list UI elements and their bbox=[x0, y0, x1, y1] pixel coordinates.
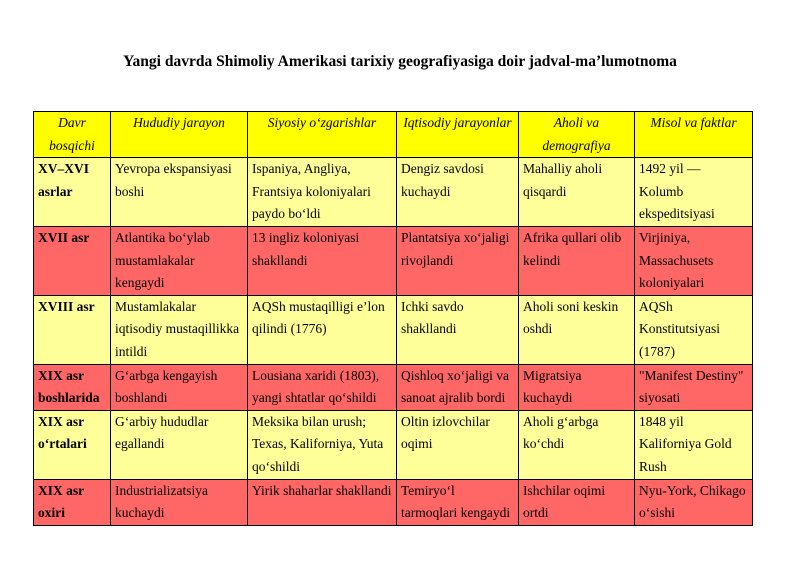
header-cell: Siyosiy o‘zgarishlar bbox=[248, 112, 397, 158]
header-cell: Davr bosqichi bbox=[34, 112, 111, 158]
table-cell: 1492 yil — Kolumb ekspeditsiyasi bbox=[635, 158, 753, 227]
table-cell: Migratsiya kuchaydi bbox=[519, 364, 635, 410]
table-cell: AQSh mustaqilligi e’lon qilindi (1776) bbox=[248, 295, 397, 364]
table-cell: Virjiniya, Massachusets koloniyalari bbox=[635, 226, 753, 295]
table-cell: G‘arbiy hududlar egallandi bbox=[111, 410, 248, 479]
period-cell: XVII asr bbox=[34, 226, 111, 295]
table-cell: Atlantika bo‘ylab mustamlakalar kengaydi bbox=[111, 226, 248, 295]
table-cell: Aholi soni keskin oshdi bbox=[519, 295, 635, 364]
header-cell: Iqtisodiy jarayonlar bbox=[397, 112, 519, 158]
table-cell: Meksika bilan urush; Texas, Kaliforniya, Yuta qo‘shildi bbox=[248, 410, 397, 479]
table-cell: Afrika qullari olib kelindi bbox=[519, 226, 635, 295]
table-row bbox=[34, 364, 753, 410]
table-cell: Dengiz savdosi kuchaydi bbox=[397, 158, 519, 227]
period-cell: XV–XVI asrlar bbox=[34, 158, 111, 227]
table-cell: 13 ingliz koloniyasi shakllandi bbox=[248, 226, 397, 295]
history-table bbox=[33, 111, 753, 526]
table-row bbox=[34, 158, 753, 227]
header-cell: Hududiy jarayon bbox=[111, 112, 248, 158]
table-cell: Industrializatsiya kuchaydi bbox=[111, 479, 248, 525]
table-cell: Plantatsiya xo‘jaligi rivojlandi bbox=[397, 226, 519, 295]
table-cell: Qishloq xo‘jaligi va sanoat ajralib bordi bbox=[397, 364, 519, 410]
table-cell: "Manifest Destiny" siyosati bbox=[635, 364, 753, 410]
table-cell: Ispaniya, Angliya, Frantsiya koloniyalari paydo bo‘ldi bbox=[248, 158, 397, 227]
table-cell: Ishchilar oqimi ortdi bbox=[519, 479, 635, 525]
period-cell: XIX asr oxiri bbox=[34, 479, 111, 525]
table-cell: Nyu-York, Chikago o‘sishi bbox=[635, 479, 753, 525]
table-cell: AQSh Konstitutsiyasi (1787) bbox=[635, 295, 753, 364]
period-cell: XIX asr boshlarida bbox=[34, 364, 111, 410]
table-cell: Lousiana xaridi (1803), yangi shtatlar qo‘shildi bbox=[248, 364, 397, 410]
header-cell: Misol va faktlar bbox=[635, 112, 753, 158]
table-cell: Mustamlakalar iqtisodiy mustaqillikka intildi bbox=[111, 295, 248, 364]
table-cell: Mahalliy aholi qisqardi bbox=[519, 158, 635, 227]
table-cell: G‘arbga kengayish boshlandi bbox=[111, 364, 248, 410]
table-row bbox=[34, 410, 753, 479]
period-cell: XIX asr o‘rtalari bbox=[34, 410, 111, 479]
table-header-row bbox=[34, 112, 753, 158]
table-cell: Ichki savdo shakllandi bbox=[397, 295, 519, 364]
table-cell: Aholi g‘arbga ko‘chdi bbox=[519, 410, 635, 479]
table-row bbox=[34, 479, 753, 525]
header-cell: Aholi va demografiya bbox=[519, 112, 635, 158]
table-row bbox=[34, 295, 753, 364]
page-title: Yangi davrda Shimoliy Amerikasi tarixiy geografiyasiga doir jadval-ma’lumotnoma bbox=[123, 53, 677, 70]
table-cell: Yevropa ekspansiyasi boshi bbox=[111, 158, 248, 227]
table-cell: Yirik shaharlar shakllandi bbox=[248, 479, 397, 525]
period-cell: XVIII asr bbox=[34, 295, 111, 364]
table-cell: Temiryo‘l tarmoqlari kengaydi bbox=[397, 479, 519, 525]
table-cell: Oltin izlovchilar oqimi bbox=[397, 410, 519, 479]
table-cell: 1848 yil Kaliforniya Gold Rush bbox=[635, 410, 753, 479]
table-row bbox=[34, 226, 753, 295]
